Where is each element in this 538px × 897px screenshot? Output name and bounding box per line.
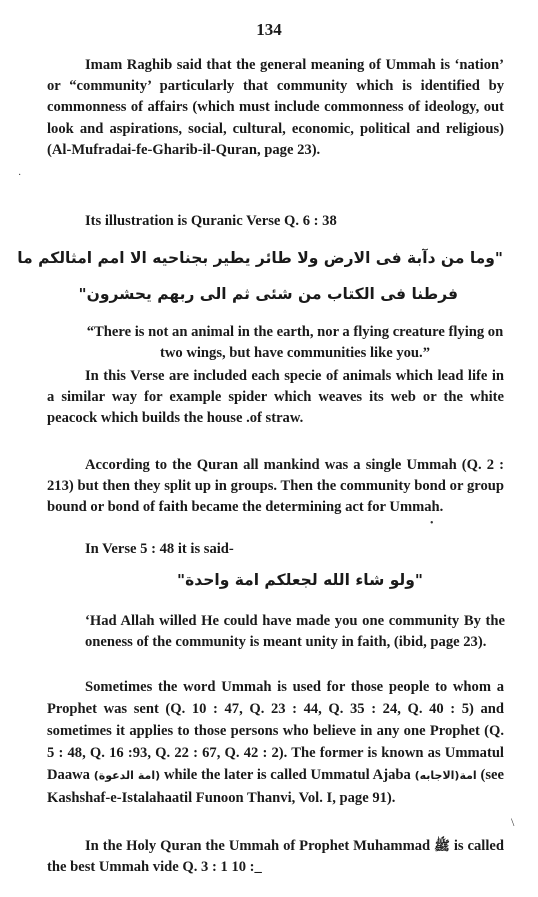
arabic-verse-5-48: "ولو شاء الله لجعلكم امة واحدة" [177, 571, 423, 589]
stray-dot: • [430, 518, 434, 529]
paragraph-ummah-usage [47, 676, 504, 809]
paragraph-imam-raghib: Imam Raghib said that the general meaning of Ummah is ‘nation’ or “community’ particularly that community which is identified by commonness of affairs (which must include commonness of ideology, out look and aspirations, social, cultural, economic, political and religious) (Al-Mufradai-fe-Gharib-il-Quran, page 23). [47, 57, 504, 158]
page-number: 134 [256, 20, 282, 39]
paragraph-quran-mankind: According to the Quran all mankind was a single Ummah (Q. 2 : 213) but then they split up in groups. Then the community bond or group bound or bond of faith became the determining act for Ummah. [47, 457, 504, 516]
ummah-usage-reference: (see Kashshaf-e-Istalahaatil Funoon Thanvi, Vol. I, page 91). [47, 767, 504, 806]
arabic-verse-line-1: "وما من دآبة فى الارض ولا طائر يطير بجناحيه الا امم امثالكم ما [17, 249, 503, 267]
arabic-ummatul-daawa: (امة الدعوة) [93, 769, 161, 782]
paragraph-illustration: Its illustration is Quranic Verse Q. 6 : 38 [85, 213, 337, 229]
best-ummah-start: In the Holy Quran the Ummah of Prophet Muhammad [85, 838, 431, 854]
arabic-salutation: ﷺ [434, 839, 450, 854]
paragraph-animals: In this Verse are included each specie of animals which lead life in a similar way for example spider which weaves its web or the white peacock which builds the house .of straw. [47, 368, 504, 427]
ummah-usage-text: Sometimes the word Ummah is used for those people to whom a Prophet was sent (Q. 10 : 47, Q. 23 : 44, Q. 35 : 24, Q. 40 : 5) and sometimes it applies to those persons who believe in any one Prophet (Q. 5 : 48, Q. 16 :93, Q. 22 : 67, Q. 42 : 2). The former is known as Ummatul Daawa [47, 679, 504, 783]
verse-5-48-translation: ‘Had Allah willed He could have made you one community By the oneness of the community is meant unity in faith, (ibid, page 23). [85, 613, 505, 650]
arabic-verse-line-2: فرطنا فى الكتاب من شئى ثم الى ربهم يحشرون" [78, 285, 458, 303]
verse-translation-quote: “There is not an animal in the earth, nor a flying creature flying on two wings, but have communities like you.” [86, 324, 504, 361]
paragraph-verse-5-48: In Verse 5 : 48 it is said- [85, 541, 234, 557]
best-ummah-end: is called the best Ummah vide Q. 3 : 1 10 :_ [47, 838, 504, 875]
arabic-ummatul-ajaba: (الاجابه)امة [414, 769, 477, 782]
margin-dot: · [18, 170, 22, 181]
ummah-usage-middle: while the later is called Ummatul Ajaba [163, 767, 411, 783]
margin-tick: \ [511, 815, 515, 829]
paragraph-best-ummah [47, 836, 504, 878]
